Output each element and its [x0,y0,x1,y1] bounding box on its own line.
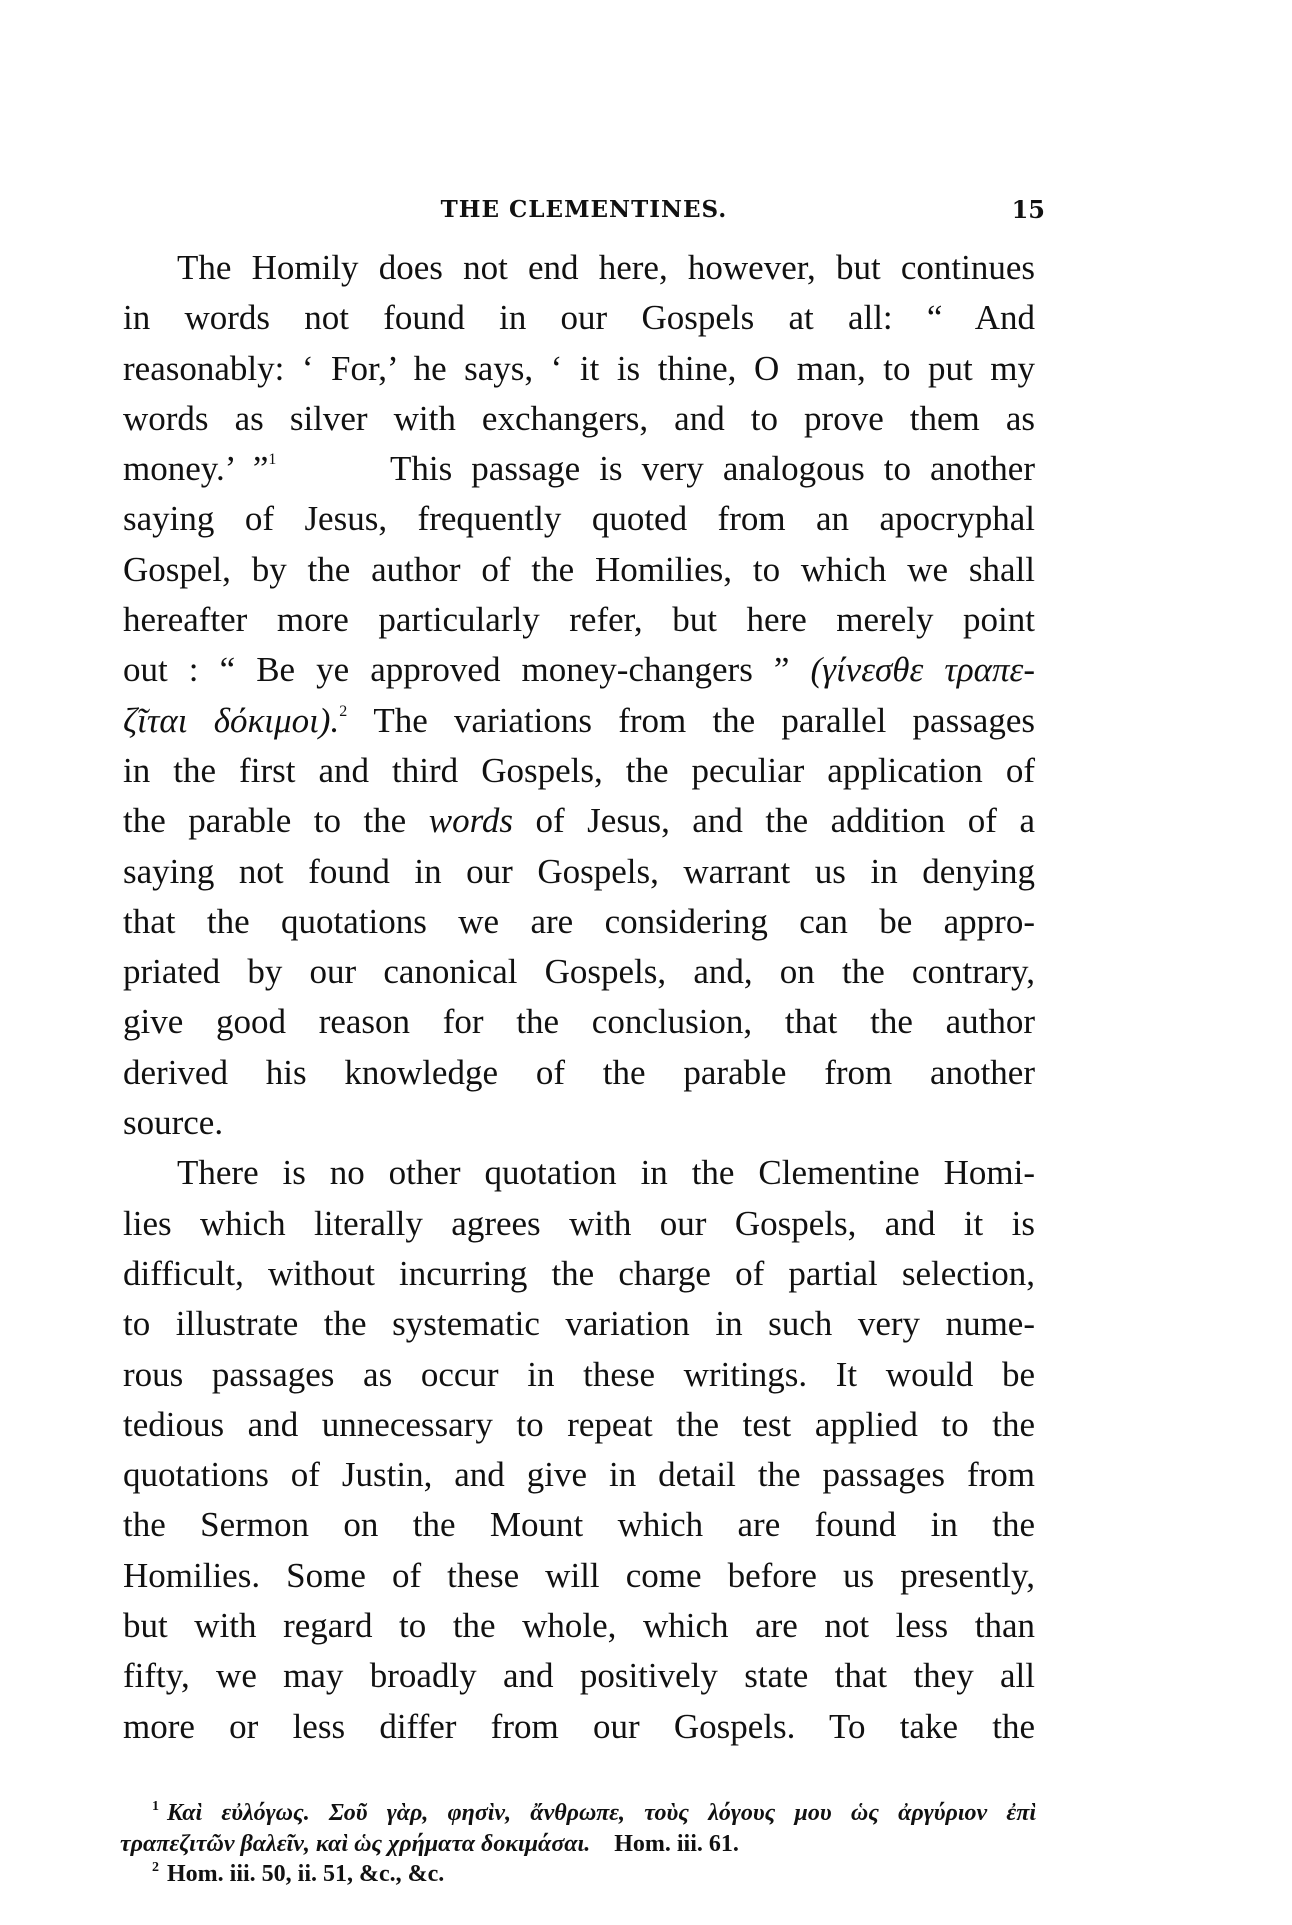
text-line [123,444,1035,494]
text-line: in the first and third Gospels, the peculiar application of [123,750,1035,790]
text-line: There is no other quotation in the Clementine Homi- [177,1153,1035,1193]
text-line: saying not found in our Gospels, warrant us in denying [123,851,1035,891]
text-line: the Sermon on the Mount which are found in the [123,1505,1035,1545]
text-line: tedious and unnecessary to repeat the test applied to the [123,1404,1035,1444]
footnote-marker: 2 [152,1860,159,1875]
paragraph-2 [123,1148,1035,1752]
text-line [123,645,1035,695]
running-title: THE CLEMENTINES. [440,196,728,223]
running-head [123,194,1045,226]
text-fragment: The variations from the parallel passages [373,700,1035,740]
footnote-1 [120,1798,1036,1829]
text-fragment: out : “ Be ye approved money-changers ” [123,650,790,690]
text-fragment: This passage is very analogous to another [390,449,1035,489]
text-line [123,696,1035,746]
footnote-marker: 1 [152,1799,159,1814]
text-line: priated by our canonical Gospels, and, on the contrary, [123,952,1035,992]
text-line: saying of Jesus, frequently quoted from an apocryphal [123,499,1035,539]
footnote-text: Hom. iii. 50, ii. 51, &c., &c. [167,1861,445,1887]
text-line: words as silver with exchangers, and to prove them as [123,398,1035,438]
page-number: 15 [1011,195,1045,224]
text-line: reasonably: ‘ For,’ he says, ‘ it is thine, O man, to put my [123,348,1035,388]
greek-text: Καὶ εὐλόγως. Σοῦ γὰρ, φησὶν, ἄνθρωπε, τοὺς λόγους μου ὡς ἀργύριον ἐπὶ [167,1800,1036,1826]
text-line: to illustrate the systematic variation in such very nume- [123,1304,1035,1344]
body-text [123,243,1035,1752]
text-line: give good reason for the conclusion, that the author [123,1002,1035,1042]
text-line: rous passages as occur in these writings. It would be [123,1354,1035,1394]
text-line: source. [123,1103,224,1143]
footnote-reference: Hom. iii. 61. [614,1830,739,1857]
text-line: Gospel, by the author of the Homilies, to which we shall [123,549,1035,589]
greek-text: ζῖται δόκιμοι). [123,700,340,740]
text-fragment: of Jesus, and the addition of a [535,801,1035,841]
text-line: hereafter more particularly refer, but here merely point [123,600,1035,640]
text-line: The Homily does not end here, however, but continues [177,248,1035,287]
greek-text: τραπεζιτῶν βαλεῖν, καὶ ὡς χρήματα δοκιμάσαι. [120,1830,591,1857]
text-line: fifty, we may broadly and positively state that they all [123,1656,1035,1696]
footnote-1-continued [120,1829,1036,1860]
text-fragment: the parable to the [123,801,407,841]
text-line [123,796,1035,846]
text-line: in words not found in our Gospels at all: “ And [123,298,1035,338]
italic-text: words [428,801,514,841]
footnote-ref[interactable]: 2 [339,702,348,720]
text-line: more or less differ from our Gospels. To take the [123,1706,1035,1746]
text-line: quotations of Justin, and give in detail the passages from [123,1455,1035,1495]
text-line: derived his knowledge of the parable from another [123,1052,1035,1092]
text-fragment: money.’ ” [123,449,269,489]
text-line: difficult, without incurring the charge of partial selection, [123,1253,1035,1293]
text-line: Homilies. Some of these will come before us presently, [123,1555,1035,1595]
paragraph-1 [123,243,1035,1148]
text-line: lies which literally agrees with our Gospels, and it is [123,1203,1035,1243]
greek-text: (γίνεσθε τραπε- [810,650,1036,690]
footnote-2 [120,1859,1036,1890]
footnotes [120,1798,1036,1890]
text-line: but with regard to the whole, which are not less than [123,1606,1035,1646]
footnote-ref[interactable]: 1 [268,451,277,469]
text-line: that the quotations we are considering can be appro- [123,901,1035,941]
